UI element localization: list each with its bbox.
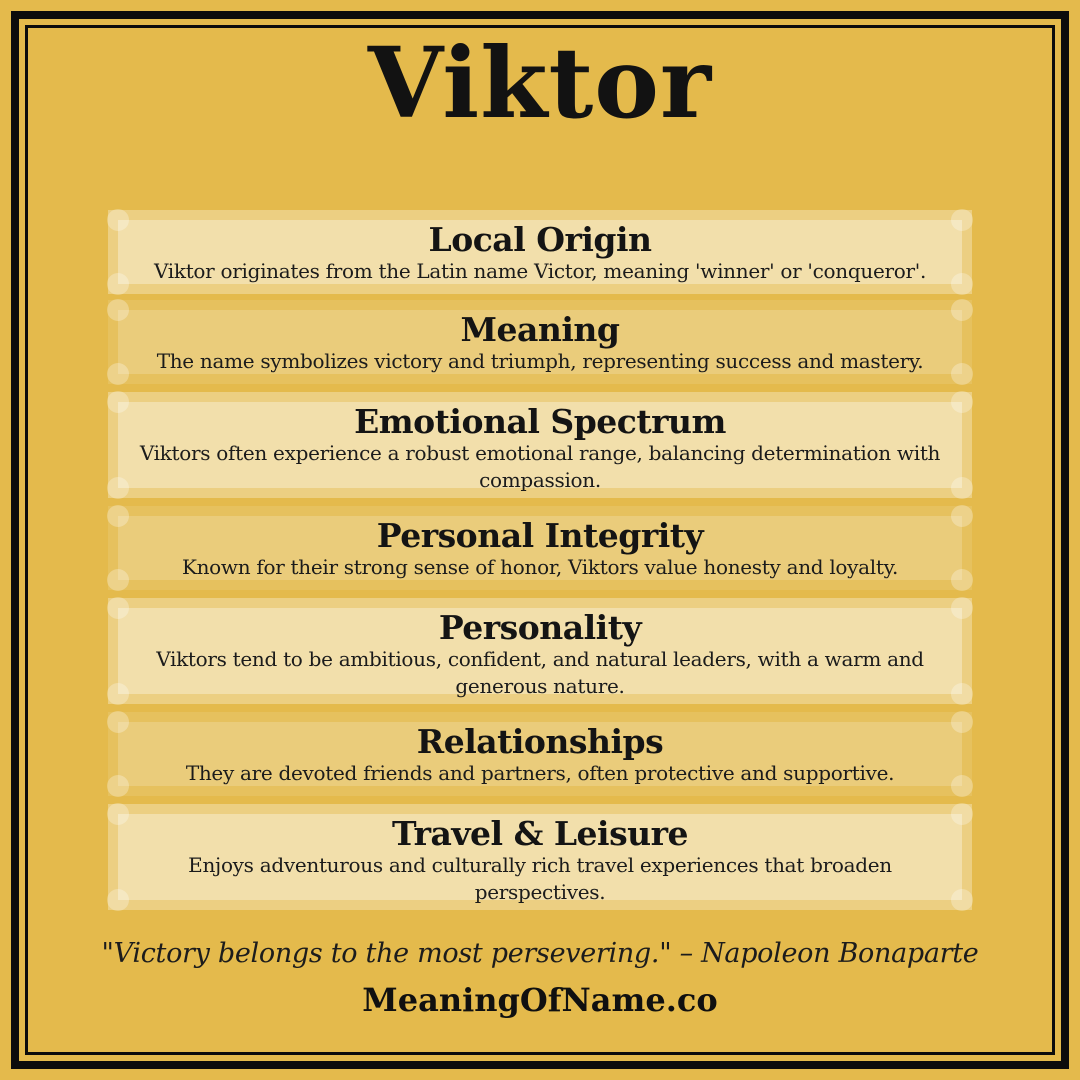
corner-rivet-icon	[951, 597, 973, 619]
corner-rivet-icon	[107, 505, 129, 527]
section-title: Relationships	[416, 722, 664, 761]
corner-rivet-icon	[107, 683, 129, 705]
section-card-local-origin	[108, 210, 972, 294]
section-card-personal-integrity	[108, 506, 972, 590]
corner-rivet-icon	[951, 889, 973, 911]
corner-rivet-icon	[107, 209, 129, 231]
section-panel	[118, 516, 962, 580]
section-card-relationships	[108, 712, 972, 796]
corner-rivet-icon	[107, 273, 129, 295]
section-card-travel-leisure	[108, 804, 972, 910]
corner-rivet-icon	[951, 711, 973, 733]
corner-rivet-icon	[107, 299, 129, 321]
quote-text: "Victory belongs to the most persevering." – Napoleon Bonaparte	[101, 938, 979, 969]
section-body: Known for their strong sense of honor, Viktors value honesty and loyalty.	[181, 555, 899, 579]
section-body: Viktors often experience a robust emotional range, balancing determination with compassion.	[139, 441, 941, 492]
corner-rivet-icon	[951, 299, 973, 321]
corner-rivet-icon	[951, 209, 973, 231]
corner-rivet-icon	[107, 477, 129, 499]
section-card-emotional-spectrum	[108, 392, 972, 498]
page-title: Viktor	[367, 26, 713, 140]
corner-rivet-icon	[951, 505, 973, 527]
corner-rivet-icon	[951, 803, 973, 825]
section-body: They are devoted friends and partners, often protective and supportive.	[185, 761, 895, 785]
section-body: Viktors tend to be ambitious, confident, and natural leaders, with a warm and generous nature.	[156, 647, 924, 698]
section-panel	[118, 310, 962, 374]
section-panel	[118, 220, 962, 284]
section-title: Travel & Leisure	[391, 814, 689, 853]
section-panel	[118, 722, 962, 786]
section-card-meaning	[108, 300, 972, 384]
corner-rivet-icon	[107, 775, 129, 797]
corner-rivet-icon	[951, 569, 973, 591]
section-title: Personal Integrity	[376, 516, 704, 555]
corner-rivet-icon	[951, 273, 973, 295]
corner-rivet-icon	[107, 597, 129, 619]
corner-rivet-icon	[951, 363, 973, 385]
corner-rivet-icon	[107, 391, 129, 413]
corner-rivet-icon	[107, 363, 129, 385]
section-body: Enjoys adventurous and culturally rich travel experiences that broaden perspectives.	[188, 853, 892, 904]
section-panel	[118, 814, 962, 904]
corner-rivet-icon	[107, 569, 129, 591]
corner-rivet-icon	[951, 477, 973, 499]
corner-rivet-icon	[951, 391, 973, 413]
corner-rivet-icon	[107, 711, 129, 733]
section-title: Personality	[438, 608, 642, 647]
corner-rivet-icon	[107, 803, 129, 825]
section-title: Local Origin	[428, 220, 652, 259]
corner-rivet-icon	[951, 775, 973, 797]
section-panel	[118, 608, 962, 698]
section-title: Meaning	[460, 310, 620, 349]
corner-rivet-icon	[951, 683, 973, 705]
corner-rivet-icon	[107, 889, 129, 911]
section-panel	[118, 402, 962, 492]
section-card-personality	[108, 598, 972, 704]
brand-name: MeaningOfName.co	[362, 981, 718, 1019]
section-body: The name symbolizes victory and triumph, representing success and mastery.	[156, 349, 924, 373]
section-title: Emotional Spectrum	[354, 402, 726, 441]
section-body: Viktor originates from the Latin name Victor, meaning 'winner' or 'conqueror'.	[153, 259, 926, 283]
